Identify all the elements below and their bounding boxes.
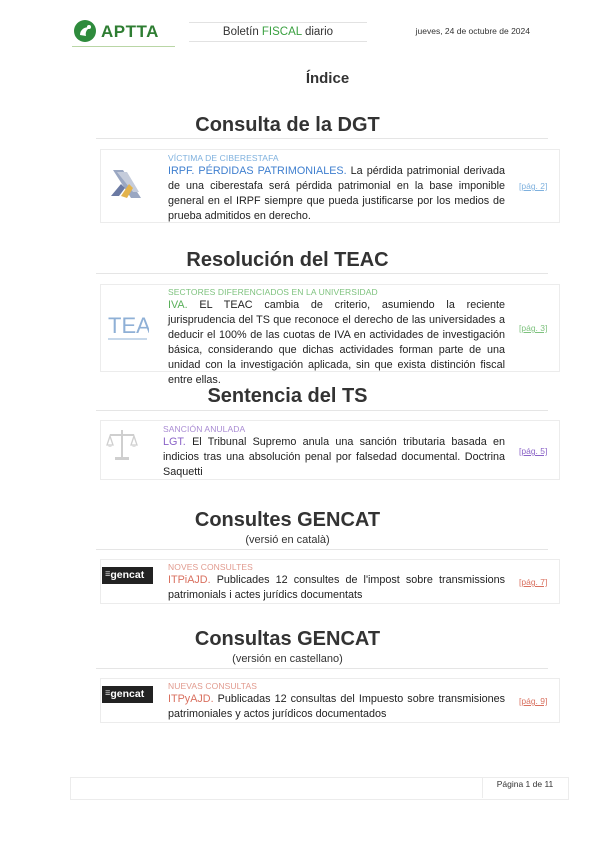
section-subtitle: (versión en castellano) (232, 653, 343, 665)
topic-label[interactable]: IRPF. PÉRDIDAS PATRIMONIALES. (168, 165, 347, 177)
page-ref-link[interactable]: [pág. 2] (519, 181, 548, 191)
category-label: VÍCTIMA DE CIBERESTAFA (168, 153, 279, 163)
summary-body: Publicadas 12 consultas del Impuesto sobre transmisiones patrimoniales y actos jurídicos documentados (168, 693, 505, 720)
section-title-dgt: Consulta de la DGT (195, 114, 380, 136)
category-label: SANCIÓN ANULADA (163, 424, 246, 434)
scales-icon (105, 427, 139, 461)
section-divider (96, 138, 548, 139)
section-subtitle: (versió en català) (245, 534, 330, 546)
bulletin-highlight: FISCAL (261, 26, 302, 38)
section-divider (96, 273, 548, 274)
topic-label[interactable]: ITPyAJD. (168, 693, 214, 705)
page-number: Página 1 de 11 (496, 779, 554, 789)
summary-body: Publicades 12 consultes de l'impost sobre transmissions patrimonials i actes jurídics documentats (168, 574, 506, 601)
gencat-logo-icon: ☰gencat (102, 686, 153, 703)
summary-body: El Tribunal Supremo anula una sanción tributaria basada en indicios tras una absolución penal por falsedad documental. Doctrina Saquetti (163, 436, 506, 478)
aptta-logo (72, 18, 175, 47)
section-divider (96, 668, 548, 669)
dgt-card[interactable] (100, 149, 560, 223)
aeat-logo-icon (107, 166, 147, 204)
section-divider (96, 549, 548, 550)
category-label: NOVES CONSULTES (168, 562, 253, 572)
category-label: NUEVAS CONSULTAS (168, 681, 257, 691)
bulletin-prefix: Boletín (222, 26, 262, 38)
logo-text: APTTA (101, 22, 159, 41)
svg-text:TEA: TEA (108, 313, 149, 338)
section-divider (96, 410, 548, 411)
topic-label[interactable]: LGT. (163, 436, 186, 448)
bulletin-title (189, 22, 367, 42)
summary-text (168, 692, 505, 722)
ts-card[interactable] (100, 420, 560, 480)
gencat-logo-icon: ☰gencat (102, 567, 153, 584)
gencat-ca-card[interactable] (100, 559, 560, 604)
summary-text (163, 435, 505, 480)
aptta-emblem-icon (74, 20, 96, 42)
page-ref-link[interactable]: [pág. 7] (519, 577, 548, 587)
index-title: Índice (305, 70, 350, 87)
gencat-es-card[interactable] (100, 678, 560, 723)
page-ref-link[interactable]: [pág. 3] (519, 323, 548, 333)
gencat-logo-text: gencat (110, 569, 145, 581)
summary-text (168, 164, 505, 224)
summary-body: La pérdida patrimonial derivada de una ciberestafa será pérdida patrimonial en la base imponible general en el IRPF siempre que pueda justificarse por los medios de prueba admitidos en derecho. (168, 165, 505, 222)
summary-body: EL TEAC cambia de criterio, asumiendo la reciente jurisprudencia del TS que reconoce el derecho de las universidades a deducir el 100% de las cuotas de IVA en actividades de investigación básica, considerando que dichas actividades forman parte de una unidad con la investigación aplicada, sin que exista distinción fiscal entre ellas. (168, 299, 506, 386)
bulletin-suffix: diario (301, 26, 334, 38)
teac-card[interactable] (100, 284, 560, 386)
tea-logo-icon (107, 311, 149, 343)
section-title-gencat-es: Consultas GENCAT (194, 628, 381, 650)
category-label: SECTORES DIFERENCIADOS EN LA UNIVERSIDAD (168, 287, 378, 297)
section-title-ts: Sentencia del TS (207, 385, 368, 407)
page-ref-link[interactable]: [pág. 9] (519, 696, 548, 706)
section-title-gencat-ca: Consultes GENCAT (194, 509, 381, 531)
topic-label[interactable]: ITPiAJD. (168, 574, 211, 586)
gencat-logo-text: gencat (110, 688, 145, 700)
topic-label[interactable]: IVA. (168, 299, 188, 311)
page-ref-link[interactable]: [pág. 5] (519, 446, 548, 456)
summary-text (168, 573, 505, 603)
summary-text (168, 298, 505, 388)
section-title-teac: Resolución del TEAC (186, 249, 389, 271)
issue-date: jueves, 24 de octubre de 2024 (415, 26, 530, 36)
footer-separator (482, 777, 483, 798)
